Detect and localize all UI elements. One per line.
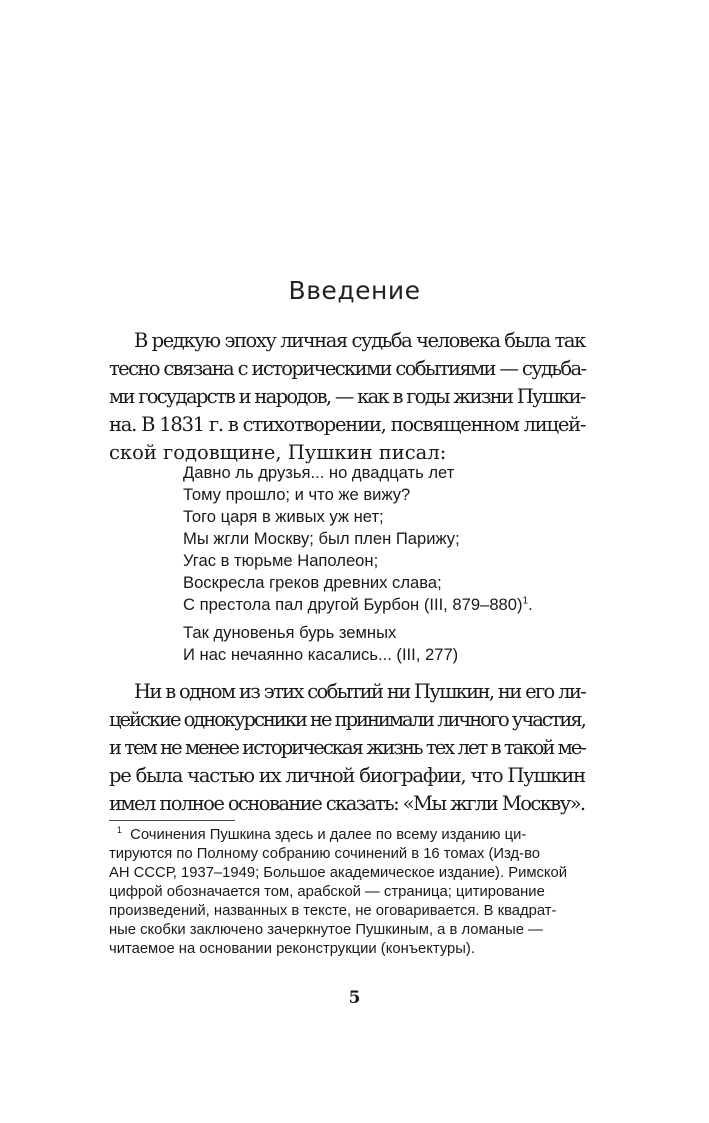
- paragraph-line: цейские однокурсники не принимали личного участия,: [109, 708, 585, 731]
- footnote-reference: 1: [522, 595, 529, 607]
- verse-line: Так дуновенья бурь земных: [183, 623, 397, 642]
- verse-line: С престола пал другой Бурбон (III, 879–880)$^1$.: [183, 595, 533, 614]
- footnote-divider: [109, 820, 235, 821]
- paragraph-line: ре была частью их личной биографии, что Пушкин: [109, 764, 585, 787]
- footnote-marker: 1: [117, 825, 122, 836]
- footnote-text: Сочинения Пушкина здесь и далее по всему изданию ци-: [130, 827, 527, 843]
- paragraph-line: ской годовщине, Пушкин писал:: [109, 441, 447, 464]
- paragraph-line: В редкую эпоху личная судьба человека была так: [134, 329, 585, 352]
- paragraph-line: и тем не менее историческая жизнь тех лет в такой ме-: [109, 736, 586, 759]
- paragraph-line: Ни в одном из этих событий ни Пушкин, ни его ли-: [134, 680, 586, 703]
- verse-line-text: С престола пал другой Бурбон (III, 879–880): [183, 595, 523, 614]
- verse-line: Давно ль друзья... но двадцать лет: [183, 463, 455, 482]
- verse-line: И нас нечаянно касались... (III, 277): [183, 645, 459, 664]
- footnote-line: цифрой обозначается том, арабской — страница; цитирование: [109, 884, 545, 900]
- paragraph-line: ми государств и народов, — как в годы жизни Пушки-: [109, 385, 585, 408]
- verse-line: Мы жгли Москву; был плен Парижу;: [183, 529, 460, 548]
- paragraph-line: имел полное основание сказать: «Мы жгли Москву».: [109, 792, 585, 815]
- verse-line: Того царя в живых уж нет;: [183, 507, 384, 526]
- verse-line: Угас в тюрьме Наполеон;: [183, 551, 379, 570]
- footnote-line: ные скобки заключено зачеркнутое Пушкиным, а в ломаные —: [109, 922, 543, 938]
- verse-line: Воскресла греков древних слава;: [183, 573, 442, 592]
- footnote-line: тируются по Полному собранию сочинений в 16 томах (Изд-во: [109, 846, 541, 862]
- footnote-line: АН СССР, 1937–1949; Большое академическое издание). Римской: [109, 865, 568, 881]
- footnote-line: произведений, названных в тексте, не оговаривается. В квадрат-: [109, 903, 557, 919]
- paragraph-line: тесно связана с историческими событиями — судьба-: [109, 357, 586, 380]
- paragraph-line: на. В 1831 г. в стихотворении, посвященном лицей-: [109, 413, 586, 436]
- footnote-line: [117, 826, 526, 845]
- chapter-title: Введение: [288, 276, 421, 305]
- footnote-line: читаемое на основании реконструкции (конъектуры).: [109, 941, 475, 957]
- verse-line: Тому прошло; и что же вижу?: [183, 485, 411, 504]
- page-number: 5: [348, 988, 361, 1008]
